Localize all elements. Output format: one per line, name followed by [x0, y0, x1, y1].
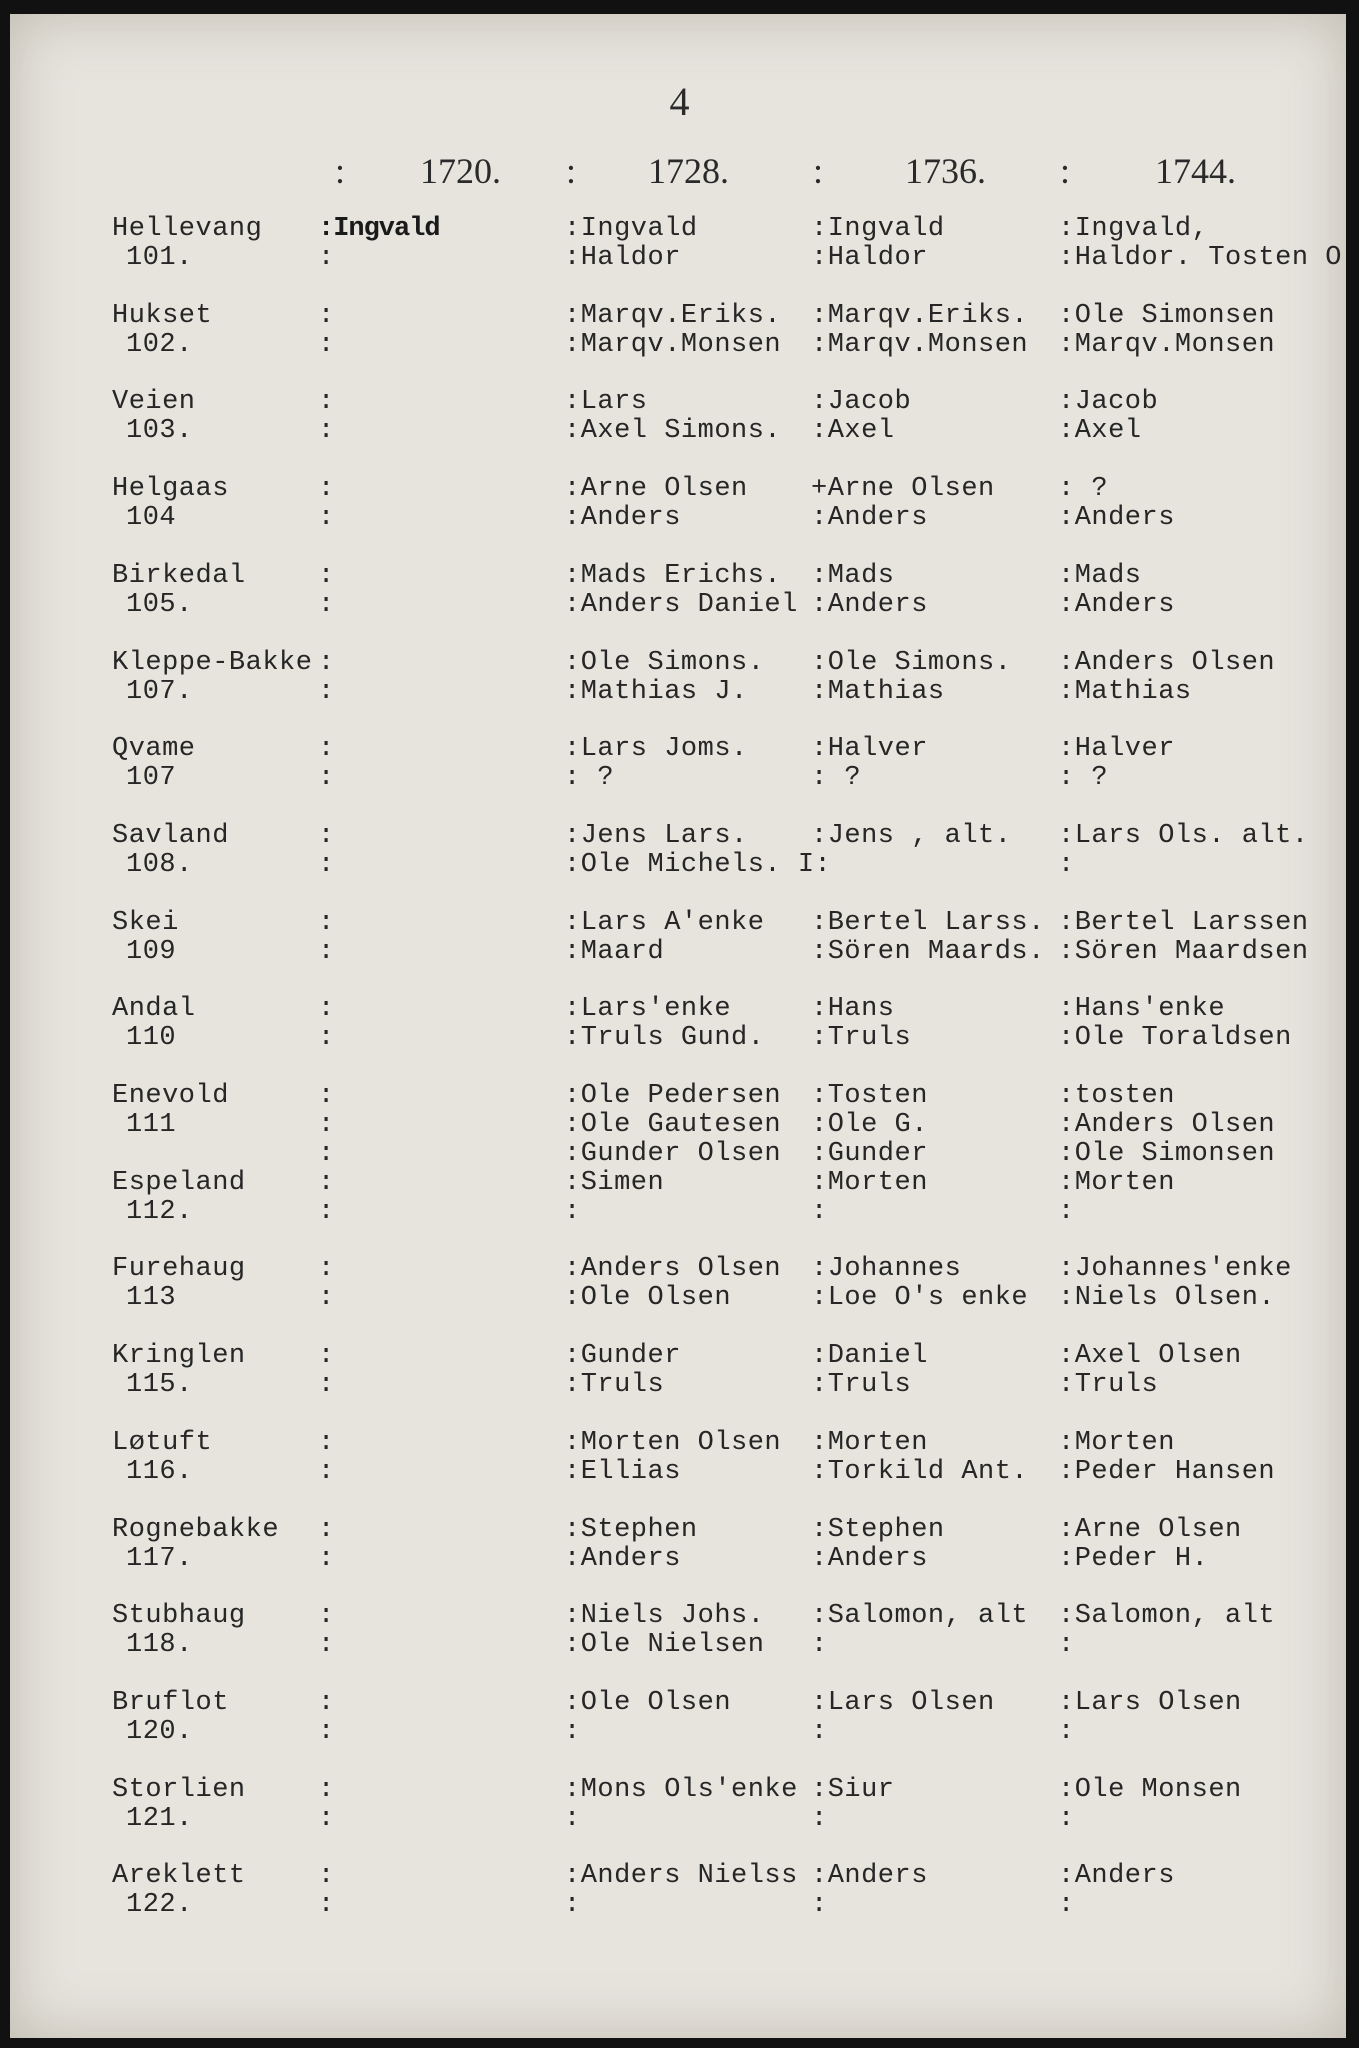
farm-number: 120. [126, 1716, 193, 1747]
farm-name: Areklett [112, 1861, 246, 1892]
farm-number: 105. [126, 589, 193, 620]
entry-c1720-line: : [318, 1081, 335, 1111]
farm-name: Kringlen [112, 1341, 246, 1372]
entry-c1736-line: : ? [811, 763, 862, 794]
farm-number: 118. [126, 1630, 193, 1661]
entry-c1744-line: :Mathias [1058, 676, 1192, 707]
farm-name: Storlien [112, 1774, 246, 1805]
entry-c1744-line: :Axel [1058, 416, 1142, 447]
entry-c1736-line: :Loe O's enke [811, 1283, 1029, 1314]
entry-c1720-line: : [318, 820, 335, 851]
entry-c1744-line: :Jacob [1058, 387, 1159, 418]
entry-c1736-line: :Jacob [811, 387, 912, 418]
entry-c1736-line: :Truls [811, 1023, 912, 1054]
entry-c1720-line: : [318, 1601, 335, 1632]
entry-c1728-line: :Anders Nielss [564, 1861, 798, 1892]
entry-c1728-line: :Morten Olsen [564, 1427, 782, 1458]
farm-number: 107. [126, 676, 193, 707]
entry-c1728-line: :Marqv.Eriks. [564, 300, 782, 331]
farm-number: 107 [126, 763, 177, 794]
entry-c1736-line: : [811, 1716, 828, 1747]
entry-c1736-line: :Anders [811, 1543, 928, 1574]
entry-c1728-line: :Ole Olsen [564, 1283, 732, 1314]
entry-c1736-line: :Anders [811, 503, 928, 534]
entry-c1736-line: :Torkild Ant. [811, 1456, 1029, 1487]
entry-c1720-line: : [318, 1110, 335, 1140]
entry-c1720-line: : [318, 1861, 335, 1892]
entry-c1720-line: : [318, 994, 335, 1025]
entry-c1736-line: : [811, 1890, 828, 1921]
entry-c1744-line: :Morten [1058, 1427, 1175, 1458]
farm-name: Qvame [112, 734, 196, 765]
entry-c1744-line: :Niels Olsen. [1058, 1283, 1276, 1314]
farm-number: 113 [126, 1283, 177, 1314]
entry-c1736-line: :Mathias [811, 676, 945, 707]
entry-c1736-line: :Ole G. [811, 1110, 928, 1140]
entry-c1736-line: :Halver [811, 734, 928, 765]
entry-c1728-line: :Ole Pedersen [564, 1081, 782, 1111]
entry-c1736-line: :Truls [811, 1370, 912, 1401]
farm-entry [0, 1516, 1359, 1600]
entry-c1744-line: :Anders [1058, 503, 1175, 534]
entry-c1720-line: : [318, 734, 335, 765]
farm-number: 112. [126, 1196, 193, 1227]
entry-c1744-line: :Arne Olsen [1058, 1514, 1242, 1545]
entry-c1728-line: :Maard [564, 936, 665, 967]
entry-c1720-line: : [318, 1023, 335, 1054]
entry-c1728-line: :Gunder [564, 1341, 681, 1372]
farm-name: Savland [112, 820, 229, 851]
farm-entry [0, 1342, 1359, 1426]
entry-c1720-line: : [318, 1167, 335, 1198]
farm-entry [0, 909, 1359, 993]
farm-number: 111 [126, 1110, 177, 1140]
farm-name: Løtuft [112, 1427, 213, 1458]
entry-c1744-line: :Ole Toraldsen [1058, 1023, 1292, 1054]
entry-c1728-line: :Arne Olsen [564, 474, 748, 505]
header-colon-1728: : [566, 151, 577, 191]
header-colon-1736: : [813, 151, 824, 191]
entry-c1736-line: :Anders [811, 1861, 928, 1892]
farm-entry [0, 1689, 1359, 1773]
entry-c1720-line: : [318, 1427, 335, 1458]
entry-c1728-line: :Ole Simons. [564, 647, 765, 678]
farm-name: Enevold [112, 1081, 229, 1111]
entry-c1728-line: :Truls [564, 1370, 665, 1401]
entry-c1744-line: : ? [1058, 763, 1109, 794]
farm-number: 117. [126, 1543, 193, 1574]
farm-entry [0, 1255, 1359, 1339]
entry-c1728-line: :Lars [564, 387, 648, 418]
entry-c1744-line: :Salomon, alt [1058, 1601, 1276, 1632]
entry-c1728-line: :Anders [564, 1543, 681, 1574]
farm-entry [0, 1602, 1359, 1686]
farm-name: Skei [112, 907, 179, 938]
entry-c1720-line: : [318, 849, 335, 880]
entry-c1744-line: :Hans'enke [1058, 994, 1226, 1025]
entry-c1720-line: : [318, 1139, 335, 1169]
entry-c1728-line: :Lars Joms. [564, 734, 748, 765]
entry-c1728-line: :Gunder Olsen [564, 1139, 782, 1169]
entry-c1720-line: : [318, 589, 335, 620]
farm-name: Bruflot [112, 1687, 229, 1718]
entry-c1736-line: :Haldor [811, 243, 928, 273]
entry-c1728-line: :Simen [564, 1167, 665, 1198]
farm-entry [0, 562, 1359, 646]
entry-c1736-line: :Bertel Larss. [811, 907, 1045, 938]
header-year-1720: 1720. [420, 151, 501, 191]
entry-c1720-line: : [318, 1803, 335, 1834]
farm-entry [0, 215, 1359, 299]
entry-c1728-line: :Mons Ols'enke [564, 1774, 798, 1805]
entry-c1720-line: : [318, 329, 335, 360]
entry-c1720-line: : [318, 560, 335, 591]
entry-c1728-line: :Lars A'enke [564, 907, 765, 938]
entry-c1736-line: :Daniel [811, 1341, 928, 1372]
entry-c1744-line: :tosten [1058, 1081, 1175, 1111]
entry-c1720-line: : [318, 907, 335, 938]
page-number: 4 [669, 79, 690, 124]
entry-c1744-line: :Anders [1058, 1861, 1175, 1892]
farm-number: 122. [126, 1890, 193, 1921]
entry-c1744-line: :Johannes'enke [1058, 1254, 1292, 1285]
entry-c1744-line: :Anders Olsen [1058, 647, 1276, 678]
farm-name: Hukset [112, 300, 213, 331]
entry-c1736-line: :Marqv.Eriks. [811, 300, 1029, 331]
entry-c1736-line: +Arne Olsen [811, 474, 995, 505]
entry-c1736-line: :Morten [811, 1167, 928, 1198]
entry-c1736-line: :Johannes [811, 1254, 962, 1285]
entry-c1728-line: :Anders [564, 503, 681, 534]
farm-name: Stubhaug [112, 1601, 246, 1632]
entry-c1744-line: :Anders Olsen [1058, 1110, 1276, 1140]
entry-c1736-line: : [811, 1630, 828, 1661]
entry-c1720-line: : [318, 1514, 335, 1545]
entry-c1728-line: :Haldor [564, 243, 681, 273]
farm-name: Rognebakke [112, 1514, 280, 1545]
entry-c1736-line: :Lars Olsen [811, 1687, 995, 1718]
entry-c1744-line: :Lars Olsen [1058, 1687, 1242, 1718]
farm-number: 121. [126, 1803, 193, 1834]
entry-c1728-line: :Jens Lars. [564, 820, 748, 851]
entry-c1720-line: : [318, 936, 335, 967]
entry-c1720-line: : [318, 1716, 335, 1747]
entry-c1720-line: : [318, 387, 335, 418]
entry-c1728-line: : [564, 1890, 581, 1921]
entry-c1744-line: :Truls [1058, 1370, 1159, 1401]
entry-c1736-line: :Ingvald [811, 214, 945, 244]
entry-c1744-line: : [1058, 1716, 1075, 1747]
entry-c1736-line: :Jens , alt. [811, 820, 1012, 851]
entry-c1728-line: :Ole Gautesen [564, 1110, 782, 1140]
entry-c1736-line: :Sören Maards. [811, 936, 1045, 967]
farm-name: Veien [112, 387, 196, 418]
entry-c1728-line: :Anders Olsen [564, 1254, 782, 1285]
entry-c1720-line: : [318, 647, 335, 678]
farm-entry [0, 995, 1359, 1079]
entry-c1744-line: :Morten [1058, 1167, 1175, 1198]
entry-c1728-line: :Ingvald [564, 214, 698, 244]
farm-number: 101. [126, 243, 193, 273]
entry-c1728-line: :Marqv.Monsen [564, 329, 782, 360]
entry-c1736-line: :Salomon, alt [811, 1601, 1029, 1632]
farm-number: 109 [126, 936, 177, 967]
entry-c1720-line: : [318, 1456, 335, 1487]
entry-c1744-line: :Ole Simonsen [1058, 1139, 1276, 1169]
entry-c1720-line: : [318, 1630, 335, 1661]
entry-c1744-line: :Sören Maardsen [1058, 936, 1309, 967]
entry-c1744-line: : [1058, 1630, 1075, 1661]
entry-c1720-line: : [318, 1196, 335, 1227]
entry-c1744-line: :Ole Simonsen [1058, 300, 1276, 331]
entry-c1720-line: : [318, 1370, 335, 1401]
entry-c1744-line: : [1058, 1890, 1075, 1921]
farm-entry [0, 1429, 1359, 1513]
entry-c1744-line: : ? [1058, 474, 1109, 505]
entry-c1720-line: : [318, 416, 335, 447]
farm-entry [0, 302, 1359, 386]
entry-c1736-line: :Gunder [811, 1139, 928, 1169]
entry-c1720-line: : [318, 474, 335, 505]
entry-c1720-line: : [318, 1254, 335, 1285]
entry-c1728-line: : [564, 1196, 581, 1227]
entry-c1720-line: : [318, 300, 335, 331]
entry-c1744-line: :Ole Monsen [1058, 1774, 1242, 1805]
entry-c1744-line: :Peder H. [1058, 1543, 1209, 1574]
entry-c1728-line: : ? [564, 763, 615, 794]
entry-c1744-line: :Peder Hansen [1058, 1456, 1276, 1487]
entry-c1728-line: :Ole Michels. I: [564, 849, 832, 880]
farm-number: 116. [126, 1456, 193, 1487]
farm-name: Birkedal [112, 560, 246, 591]
entry-c1720-line: : [318, 1774, 335, 1805]
farm-entry [0, 1776, 1359, 1860]
entry-c1744-line: : [1058, 1196, 1075, 1227]
entry-c1720-line: : [318, 1341, 335, 1372]
entry-c1744-line: : [1058, 1803, 1075, 1834]
farm-number: 115. [126, 1370, 193, 1401]
farm-entry [0, 475, 1359, 559]
entry-c1736-line: : [811, 1803, 828, 1834]
entry-c1728-line: :Niels Johs. [564, 1601, 765, 1632]
farm-number: 103. [126, 416, 193, 447]
entry-c1728-line: :Stephen [564, 1514, 698, 1545]
entry-c1744-line: :Bertel Larssen [1058, 907, 1309, 938]
farm-entry [0, 1081, 1359, 1169]
entry-c1736-line: :Hans [811, 994, 895, 1025]
entry-c1720-line: : [318, 1543, 335, 1574]
entry-c1744-line: :Ingvald, [1058, 214, 1209, 244]
entry-c1728-line: :Ole Olsen [564, 1687, 732, 1718]
entry-c1736-line: : [811, 1196, 828, 1227]
farm-entry [0, 735, 1359, 819]
entry-c1720-line: : [318, 243, 335, 273]
entry-c1736-line: :Anders [811, 589, 928, 620]
entry-c1736-line: :Siur [811, 1774, 895, 1805]
farm-name: Kleppe-Bakke [112, 647, 313, 678]
entry-c1744-line: :Halver [1058, 734, 1175, 765]
entry-c1720-line: : [318, 1687, 335, 1718]
farm-entry [0, 1169, 1359, 1253]
entry-c1728-line: :Ellias [564, 1456, 681, 1487]
farm-name: Andal [112, 994, 196, 1025]
entry-c1728-line: :Truls Gund. [564, 1023, 765, 1054]
entry-c1728-line: :Axel Simons. [564, 416, 782, 447]
entry-c1736-line: :Axel [811, 416, 895, 447]
entry-c1744-line: :Marqv.Monsen [1058, 329, 1276, 360]
header-year-1728: 1728. [648, 151, 729, 191]
entry-c1744-line: :Anders [1058, 589, 1175, 620]
header-colon-1744: : [1060, 151, 1071, 191]
entry-c1736-line: :Morten [811, 1427, 928, 1458]
entry-c1744-line: :Mads [1058, 560, 1142, 591]
year-header-row [0, 150, 1359, 200]
entry-c1744-line: : [1058, 849, 1075, 880]
farm-name: Furehaug [112, 1254, 246, 1285]
entry-c1736-line: :Marqv.Monsen [811, 329, 1029, 360]
farm-number: 104 [126, 503, 177, 534]
farm-entry [0, 822, 1359, 906]
entry-c1728-line: : [564, 1716, 581, 1747]
entry-c1720-line: : [318, 503, 335, 534]
farm-name: Hellevang [112, 214, 263, 244]
header-colon-1720: : [335, 151, 346, 191]
entry-c1720-line: :Ingvald [318, 214, 440, 244]
farm-number: 108. [126, 849, 193, 880]
entry-c1720-line: : [318, 1283, 335, 1314]
entry-c1744-line: :Lars Ols. alt. [1058, 820, 1309, 851]
entry-c1736-line: :Stephen [811, 1514, 945, 1545]
entry-c1744-line: :Haldor. Tosten O [1058, 243, 1342, 273]
farm-name: Helgaas [112, 474, 229, 505]
farm-number: 110 [126, 1023, 177, 1054]
entry-c1728-line: :Anders Daniel [564, 589, 798, 620]
farm-entry [0, 1862, 1359, 1946]
entry-c1720-line: : [318, 1890, 335, 1921]
farm-number: 102. [126, 329, 193, 360]
entry-c1736-line: :Mads [811, 560, 895, 591]
entry-c1744-line: :Axel Olsen [1058, 1341, 1242, 1372]
farm-entry [0, 649, 1359, 733]
farm-name: Espeland [112, 1167, 246, 1198]
entry-c1720-line: : [318, 763, 335, 794]
entry-c1736-line: :Tosten [811, 1081, 928, 1111]
entry-c1728-line: :Mathias J. [564, 676, 748, 707]
header-year-1736: 1736. [905, 151, 986, 191]
entry-c1728-line: :Mads Erichs. [564, 560, 782, 591]
entry-c1728-line: :Ole Nielsen [564, 1630, 765, 1661]
farm-entry [0, 388, 1359, 472]
entry-c1736-line: :Ole Simons. [811, 647, 1012, 678]
entry-c1728-line: :Lars'enke [564, 994, 732, 1025]
header-year-1744: 1744. [1155, 151, 1236, 191]
entry-c1720-line: : [318, 676, 335, 707]
entry-c1728-line: : [564, 1803, 581, 1834]
